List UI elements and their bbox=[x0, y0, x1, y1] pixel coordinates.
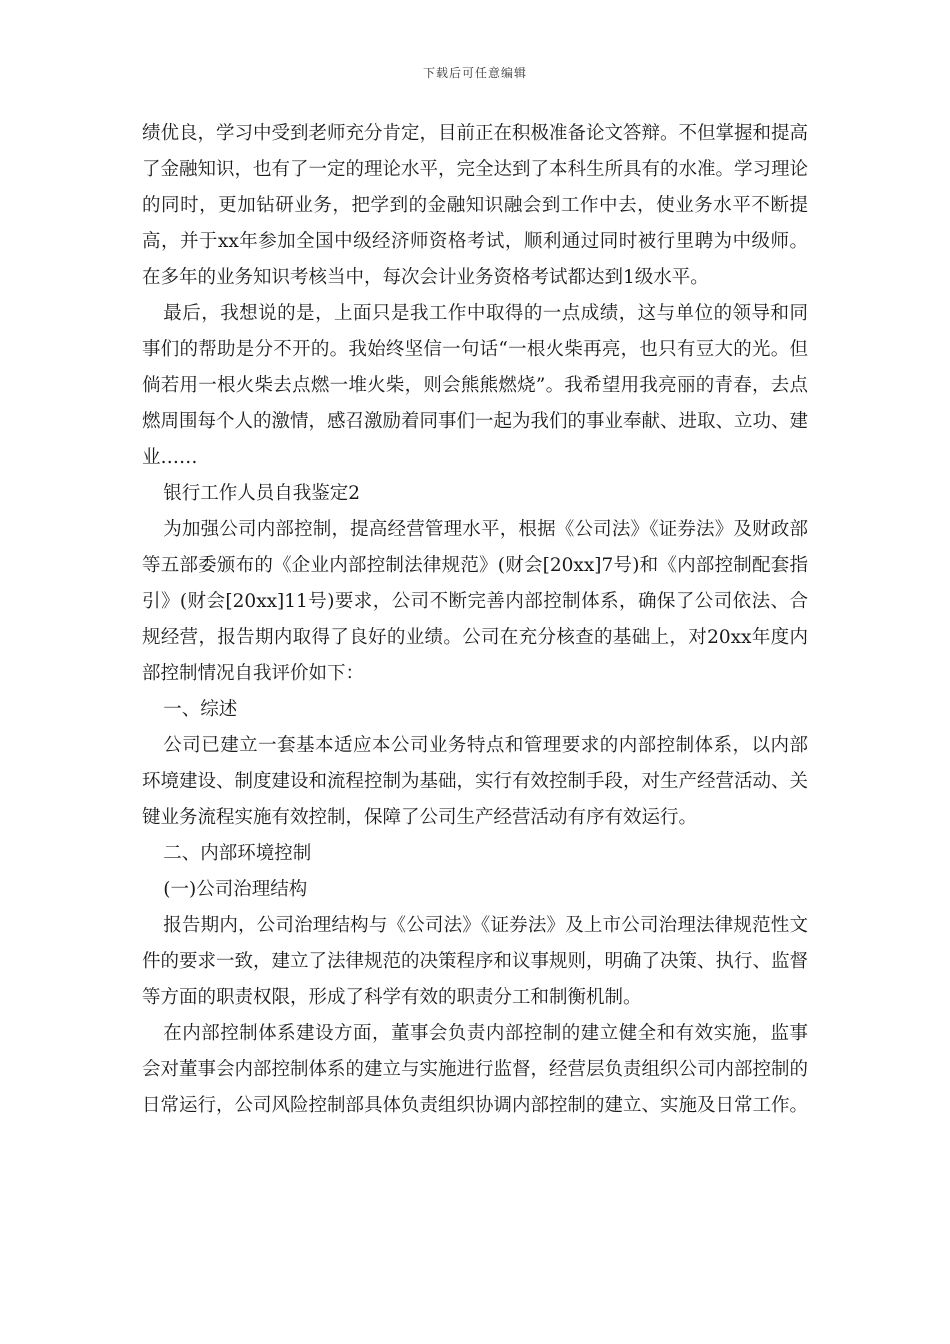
section-title-self-appraisal-2: 银行工作人员自我鉴定2 bbox=[163, 483, 361, 504]
subheading-governance-structure: (一)公司治理结构 bbox=[163, 879, 308, 900]
heading-overview: 一、综述 bbox=[163, 699, 238, 720]
paragraph-closing-remarks: 最后，我想说的是，上面只是我工作中取得的一点成绩，这与单位的领导和同事们的帮助是分不开的。我始终坚信一句话“一根火柴再亮，也只有豆大的光。但倘若用一根火柴去点燃一堆火柴，则会熊熊燃烧”。我希望用我亮丽的青春，去点燃周围每个人的激情，感召激励着同事们一起为我们的事业奉献、进取、立功、建业…… bbox=[142, 303, 809, 468]
paragraph-control-system-roles: 在内部控制体系建设方面，董事会负责内部控制的建立健全和有效实施，监事会对董事会内部控制体系的建立与实施进行监督，经营层负责组织公司内部控制的日常运行，公司风险控制部具体负责组织协调内部控制的建立、实施及日常工作。 bbox=[142, 1023, 809, 1116]
page-header-note: 下载后可任意编辑 bbox=[422, 66, 527, 80]
paragraph-governance-structure: 报告期内，公司治理结构与《公司法》《证券法》及上市公司治理法律规范性文件的要求一致，建立了法律规范的决策程序和议事规则，明确了决策、执行、监督等方面的职责权限，形成了科学有效的职责分工和制衡机制。 bbox=[142, 915, 809, 1008]
paragraph-overview: 公司已建立一套基本适应本公司业务特点和管理要求的内部控制体系，以内部环境建设、制度建设和流程控制为基础，实行有效控制手段，对生产经营活动、关键业务流程实施有效控制，保障了公司生产经营活动有序有效运行。 bbox=[142, 735, 809, 828]
paragraph-internal-control-intro: 为加强公司内部控制，提高经营管理水平，根据《公司法》《证券法》及财政部等五部委颁布的《企业内部控制法律规范》(财会[20xx]7号)和《内部控制配套指引》(财会[20xx]11号)要求，公司不断完善内部控制体系，确保了公司依法、合规经营，报告期内取得了良好的业绩。公司在充分核查的基础上，对20xx年度内部控制情况自我评价如下： bbox=[142, 519, 808, 684]
paragraph-study-achievements: 绩优良，学习中受到老师充分肯定，目前正在积极准备论文答辩。不但掌握和提高了金融知识，也有了一定的理论水平，完全达到了本科生所具有的水准。学习理论的同时，更加钻研业务，把学到的金融知识融会到工作中去，使业务水平不断提高，并于xx年参加全国中级经济师资格考试，顺利通过同时被行里聘为中级师。在多年的业务知识考核当中，每次会计业务资格考试都达到1级水平。 bbox=[142, 123, 809, 288]
heading-internal-environment: 二、内部环境控制 bbox=[163, 843, 312, 864]
document-body bbox=[142, 116, 808, 1124]
